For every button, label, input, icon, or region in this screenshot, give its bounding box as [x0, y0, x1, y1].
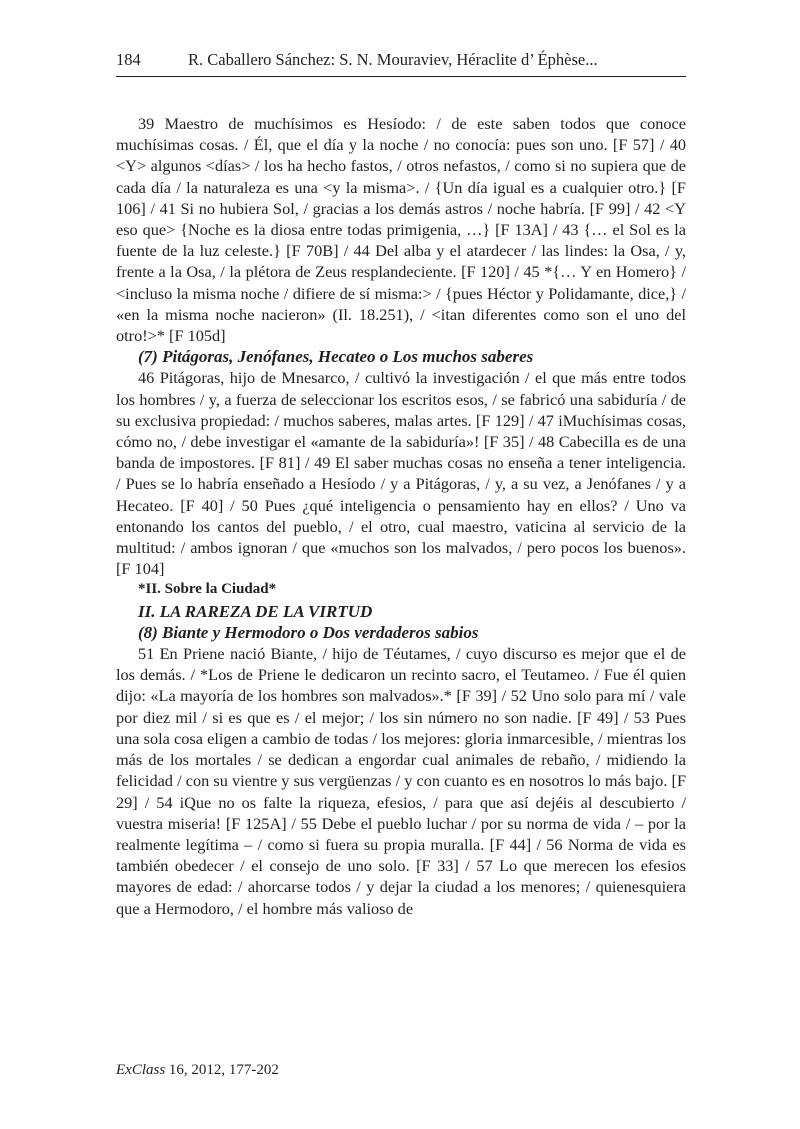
running-title: R. Caballero Sánchez: S. N. Mouraviev, Héraclite d’ Éphèse...: [188, 50, 598, 69]
running-header: [116, 50, 686, 70]
paragraph-51-57: 51 En Priene nació Biante, / hijo de Téutames, / cuyo discurso es mejor que el de los demás. / *Los de Priene le dedicaron un recinto sacro, el Teutameo. / Fue él quien dijo: «La mayoría de los hombres son malvados».* [F 39] / 52 Uno solo para mí / vale por diez mil / si es que es / el mejor; / los sin número no son nadie. [F 49] / 53 Pues una sola cosa eligen a cambio de todas / los mejores: gloria inmarcesible, / mientras los más de los mortales / se dedican a engordar cual animales de rebaño, / midiendo la felicidad / con su vientre y sus vergüenzas / y con cuanto es en nosotros lo más bajo. [F 29] / 54 iQue no os falte la riqueza, efesios, / para que así dejéis al descubierto / vuestra miseria! [F 125A] / 55 Debe el pueblo luchar / por su norma de vida / – por la realmente legítima – / como si fuera su propia muralla. [F 44] / 56 Norma de vida es también obedecer / el consejo de uno solo. [F 33] / 57 Lo que merecen los efesios mayores de edad: / ahorcarse todos / y dejar la ciudad a los menores; / quienesquiera que a Hermodoro, / el hombre más valioso de: [116, 644, 686, 918]
section-heading-8: (8) Biante y Hermodoro o Dos verdaderos sabios: [138, 622, 479, 642]
page-number: 184: [116, 50, 141, 69]
part-marker: *II. Sobre la Ciudad*: [138, 581, 277, 598]
paragraph-39-45: 39 Maestro de muchísimos es Hesíodo: / de este saben todos que conoce muchísimas cosas. / Él, que el día y la noche / no conocía: pues son uno. [F 57] / 40 <Y> algunos <días> / los ha hecho fastos, / otros nefastos, / como si no supiera que de cada día / la naturaleza es una <y la misma>. / {Un día igual es a cualquier otro.} [F 106] / 41 Si no hubiera Sol, / gracias a los demás astros / noche habría. [F 99] / 42 <Y eso que> {Noche es la diosa entre todas primigenia, …} [F 13A] / 43 {… el Sol es la fuente de la luz celeste.} [F 70B] / 44 Del alba y el atardecer / las lindes: la Osa, / y, frente a la Osa, / la plétora de Zeus resplandeciente. [F 120] / 45 *{… Y en Homero} / <incluso la misma noche / difiere de sí misma:> / {pues Héctor y Polidamante, dice,} / «en la misma noche nacieron» (Il. 18.251), / <itan diferentes como son el uno del otro!>* [F 105d]: [116, 114, 686, 346]
journal-footer: [116, 1062, 279, 1079]
page-body: [116, 113, 686, 919]
journal-name: ExClass: [116, 1062, 166, 1078]
section-heading-7: (7) Pitágoras, Jenófanes, Hecateo o Los muchos saberes: [138, 347, 534, 367]
part-title: II. LA RAREZA DE LA VIRTUD: [138, 601, 373, 621]
journal-citation: 16, 2012, 177-202: [168, 1062, 279, 1078]
paragraph-46-50: 46 Pitágoras, hijo de Mnesarco, / cultivó la investigación / el que más entre todos los hombres / y, a fuerza de seleccionar los escritos esos, / se fabricó una sabiduría / de su exclusiva propiedad: / muchos saberes, malas artes. [F 129] / 47 iMuchísimas cosas, cómo no, / debe investigar el «amante de la sabiduría»! [F 35] / 48 Cabecilla es de una banda de impostores. [F 81] / 49 El saber muchas cosas no enseña a tener inteligencia. / Pues se lo habría enseñado a Hesíodo / y a Pitágoras, / y, a su vez, a Jenófanes / y a Hecateo. [F 40] / 50 Pues ¿qué inteligencia o pensamiento hay en ellos? / Uno va entonando los cantos del pueblo, / el otro, cual maestro, vaticina al servicio de la multitud: / ambos ignoran / que «muchos son los malvados, / pero pocos los buenos». [F 104]: [116, 368, 686, 579]
header-rule: [116, 76, 686, 77]
